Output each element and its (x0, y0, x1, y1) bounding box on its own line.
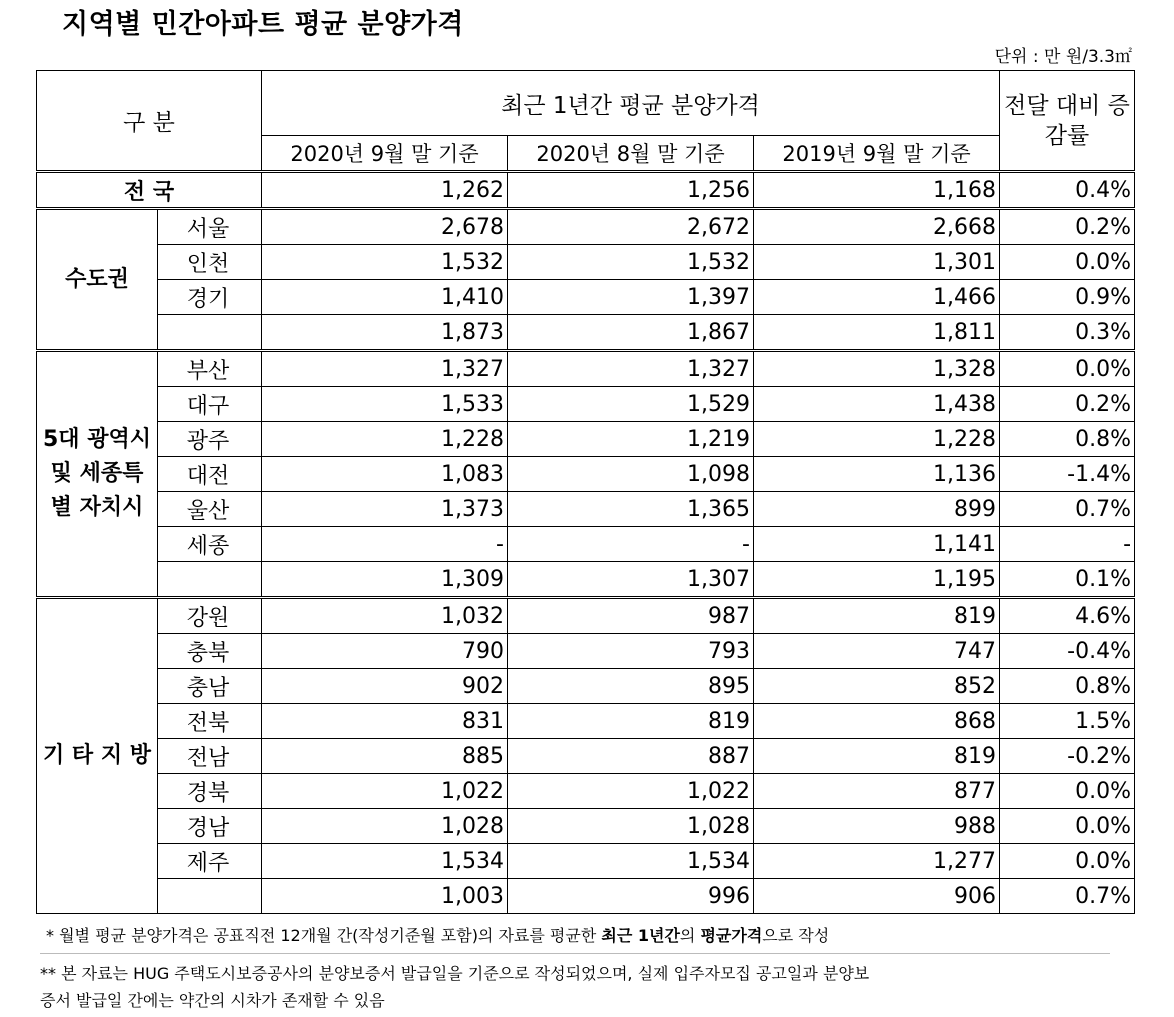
cell-value: 819 (754, 598, 1000, 634)
header-category: 구 분 (37, 71, 262, 172)
cell-change: 0.8% (1000, 422, 1135, 457)
cell-value: 1,327 (262, 351, 508, 387)
subtotal-value: 906 (754, 879, 1000, 914)
header-change: 전달 대비 증감률 (1000, 71, 1135, 172)
subtotal-row (37, 879, 1135, 914)
cell-change: 0.8% (1000, 669, 1135, 704)
cell-change: -0.2% (1000, 739, 1135, 774)
group-label: 기 타 지 방 (37, 598, 158, 914)
cell-value: 819 (754, 739, 1000, 774)
table-row (37, 387, 1135, 422)
region-label: 대구 (158, 387, 262, 422)
region-label: 충북 (158, 634, 262, 669)
region-label: 전북 (158, 704, 262, 739)
cell-value: 2,668 (754, 209, 1000, 245)
table-row (37, 457, 1135, 492)
notes (40, 922, 1110, 1014)
cell-value: 1,262 (262, 172, 508, 209)
cell-change: 0.7% (1000, 492, 1135, 527)
cell-value: 1,136 (754, 457, 1000, 492)
subtotal-change: 0.7% (1000, 879, 1135, 914)
cell-value: 852 (754, 669, 1000, 704)
region-label: 제주 (158, 844, 262, 879)
cell-value: 1,397 (508, 280, 754, 315)
table-row (37, 844, 1135, 879)
cell-value: 899 (754, 492, 1000, 527)
cell-change: 0.0% (1000, 809, 1135, 844)
region-label: 세종 (158, 527, 262, 562)
subtotal-value: 1,811 (754, 315, 1000, 351)
cell-value: 895 (508, 669, 754, 704)
note-1: * 월별 평균 분양가격은 공표직전 12개월 간(작성기준월 포함)의 자료를 평균한 최근 1년간의 평균가격으로 작성 (46, 926, 830, 945)
cell-value: 1,534 (262, 844, 508, 879)
cell-change: 0.9% (1000, 280, 1135, 315)
cell-value: 1,168 (754, 172, 1000, 209)
cell-value: 1,219 (508, 422, 754, 457)
subtotal-value: 1,309 (262, 562, 508, 598)
region-label: 경남 (158, 809, 262, 844)
header-col-2020-09: 2020년 9월 말 기준 (262, 136, 508, 172)
price-table (36, 70, 1135, 914)
cell-value: 902 (262, 669, 508, 704)
cell-value: 793 (508, 634, 754, 669)
subtotal-change: 0.3% (1000, 315, 1135, 351)
cell-value: 819 (508, 704, 754, 739)
table-row (37, 598, 1135, 634)
table-row (37, 422, 1135, 457)
cell-value: 1,410 (262, 280, 508, 315)
cell-value: 885 (262, 739, 508, 774)
cell-value: 1,028 (508, 809, 754, 844)
table-row (37, 669, 1135, 704)
cell-value: 1,277 (754, 844, 1000, 879)
table-row (37, 209, 1135, 245)
cell-value: 790 (262, 634, 508, 669)
unit-label: 단위 : 만 원/3.3㎡ (994, 47, 1132, 67)
cell-change: 1.5% (1000, 704, 1135, 739)
subtotal-value: 1,195 (754, 562, 1000, 598)
cell-value: 877 (754, 774, 1000, 809)
cell-value: 1,028 (262, 809, 508, 844)
subtotal-row (37, 562, 1135, 598)
subtotal-row (37, 315, 1135, 351)
region-label: 충남 (158, 669, 262, 704)
cell-value: 2,678 (262, 209, 508, 245)
table-row (37, 492, 1135, 527)
region-label: 강원 (158, 598, 262, 634)
region-label: 광주 (158, 422, 262, 457)
cell-value: 987 (508, 598, 754, 634)
region-label: 울산 (158, 492, 262, 527)
cell-value: 1,098 (508, 457, 754, 492)
table-row (37, 774, 1135, 809)
cell-change: 0.0% (1000, 774, 1135, 809)
table-row (37, 527, 1135, 562)
region-label: 인천 (158, 245, 262, 280)
cell-value: 1,256 (508, 172, 754, 209)
cell-value: 1,365 (508, 492, 754, 527)
table-row (37, 280, 1135, 315)
cell-change: 0.2% (1000, 209, 1135, 245)
cell-value: - (262, 527, 508, 562)
cell-change: 0.2% (1000, 387, 1135, 422)
subtotal-blank (158, 879, 262, 914)
cell-value: 2,672 (508, 209, 754, 245)
header-row-1 (37, 71, 1135, 136)
cell-value: 1,373 (262, 492, 508, 527)
subtotal-blank (158, 562, 262, 598)
subtotal-value: 1,867 (508, 315, 754, 351)
cell-value: - (508, 527, 754, 562)
cell-value: 1,533 (262, 387, 508, 422)
subtotal-value: 1,003 (262, 879, 508, 914)
region-label: 전남 (158, 739, 262, 774)
table-row (37, 739, 1135, 774)
cell-change: 4.6% (1000, 598, 1135, 634)
cell-value: 1,534 (508, 844, 754, 879)
table-row (37, 809, 1135, 844)
table-row (37, 704, 1135, 739)
cell-value: 1,438 (754, 387, 1000, 422)
cell-value: 1,327 (508, 351, 754, 387)
subtotal-change: 0.1% (1000, 562, 1135, 598)
cell-value: 1,032 (262, 598, 508, 634)
group-label: 5대 광역시 및 세종특별 자치시 (37, 351, 158, 598)
cell-change: 0.0% (1000, 351, 1135, 387)
header-col-2020-08: 2020년 8월 말 기준 (508, 136, 754, 172)
header-group: 최근 1년간 평균 분양가격 (262, 71, 1000, 136)
region-label: 경북 (158, 774, 262, 809)
cell-change: 0.0% (1000, 844, 1135, 879)
cell-value: 1,022 (262, 774, 508, 809)
cell-change: -1.4% (1000, 457, 1135, 492)
cell-change: 0.0% (1000, 245, 1135, 280)
region-label: 경기 (158, 280, 262, 315)
cell-change: 0.4% (1000, 172, 1135, 209)
cell-value: 1,228 (262, 422, 508, 457)
cell-change: - (1000, 527, 1135, 562)
table-row (37, 245, 1135, 280)
cell-value: 1,141 (754, 527, 1000, 562)
cell-value: 868 (754, 704, 1000, 739)
note-2: ** 본 자료는 HUG 주택도시보증공사의 분양보증서 발급일을 기준으로 작성되었으며, 실제 입주자모집 공고일과 분양보 증서 발급일 간에는 약간의 시차가 존재할 수 있음 (40, 953, 1110, 1014)
cell-value: 1,301 (754, 245, 1000, 280)
cell-value: 988 (754, 809, 1000, 844)
cell-value: 1,022 (508, 774, 754, 809)
page-title: 지역별 민간아파트 평균 분양가격 (62, 9, 464, 40)
national-label: 전 국 (37, 172, 262, 209)
national-row (37, 172, 1135, 209)
cell-value: 1,532 (262, 245, 508, 280)
table-row (37, 351, 1135, 387)
cell-value: 831 (262, 704, 508, 739)
cell-value: 1,328 (754, 351, 1000, 387)
cell-value: 1,228 (754, 422, 1000, 457)
subtotal-value: 1,307 (508, 562, 754, 598)
header-col-2019-09: 2019년 9월 말 기준 (754, 136, 1000, 172)
cell-value: 1,083 (262, 457, 508, 492)
subtotal-value: 996 (508, 879, 754, 914)
table-row (37, 634, 1135, 669)
region-label: 부산 (158, 351, 262, 387)
cell-value: 747 (754, 634, 1000, 669)
cell-value: 1,466 (754, 280, 1000, 315)
cell-value: 887 (508, 739, 754, 774)
group-label: 수도권 (37, 209, 158, 351)
cell-change: -0.4% (1000, 634, 1135, 669)
subtotal-value: 1,873 (262, 315, 508, 351)
region-label: 대전 (158, 457, 262, 492)
cell-value: 1,529 (508, 387, 754, 422)
subtotal-blank (158, 315, 262, 351)
cell-value: 1,532 (508, 245, 754, 280)
region-label: 서울 (158, 209, 262, 245)
